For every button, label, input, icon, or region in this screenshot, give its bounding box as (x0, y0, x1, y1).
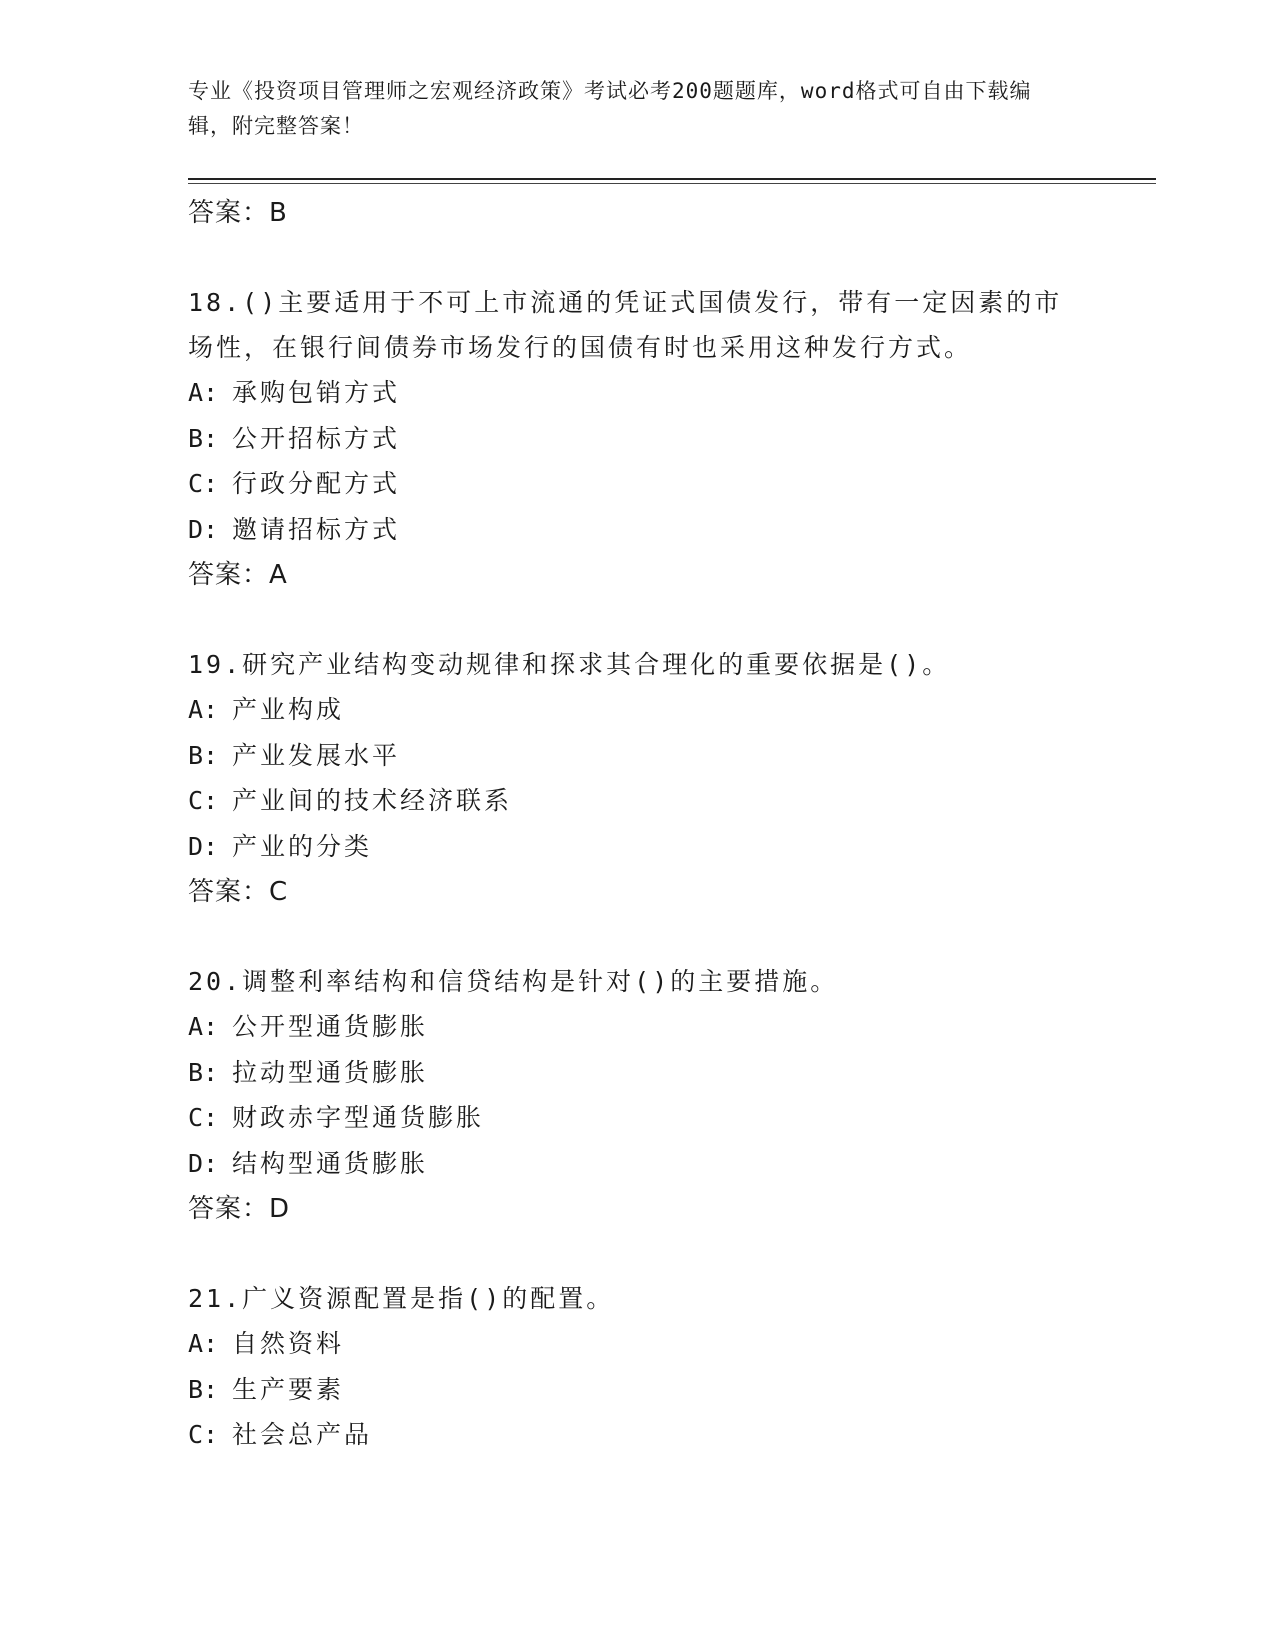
option-text: 行政分配方式 (232, 469, 401, 498)
option-letter: A: (188, 1012, 219, 1041)
question-text: 20.调整利率结构和信贷结构是针对()的主要措施。 (188, 967, 839, 996)
option-text: 承购包销方式 (232, 378, 401, 407)
question-list (188, 190, 1088, 1458)
option-text: 财政赤字型通货膨胀 (232, 1103, 485, 1132)
option-a (188, 1321, 1088, 1367)
question-text: 19.研究产业结构变动规律和探求其合理化的重要依据是()。 (188, 650, 951, 679)
option-d (188, 824, 1088, 870)
option-text: 产业构成 (232, 695, 345, 724)
option-b (188, 1367, 1088, 1413)
option-letter: C: (188, 469, 219, 498)
option-c (188, 1412, 1088, 1458)
option-text: 拉动型通货膨胀 (232, 1057, 429, 1087)
option-text: 产业的分类 (232, 831, 373, 861)
option-text: 生产要素 (232, 1374, 345, 1404)
option-letter: D: (188, 831, 219, 861)
header-divider-thin (188, 183, 1156, 184)
option-letter: C: (188, 1103, 219, 1132)
option-text: 产业发展水平 (232, 740, 401, 770)
option-text: 邀请招标方式 (232, 514, 401, 544)
option-letter: A: (188, 1329, 219, 1358)
option-letter: B: (188, 1374, 219, 1404)
answer-line: 答案：C (188, 877, 289, 907)
question-text: 21.广义资源配置是指()的配置。 (188, 1284, 615, 1313)
spacer (188, 915, 1088, 959)
option-text: 自然资料 (232, 1329, 345, 1358)
option-d (188, 507, 1088, 553)
option-b (188, 733, 1088, 779)
question-item (188, 642, 1088, 915)
spacer (188, 598, 1088, 642)
answer-line: 答案：A (188, 560, 288, 590)
option-a (188, 370, 1088, 416)
option-text: 产业间的技术经济联系 (232, 786, 513, 815)
answer-line: 答案：B (188, 198, 288, 228)
option-text: 公开招标方式 (232, 423, 401, 453)
header-divider (188, 178, 1156, 180)
option-letter: A: (188, 695, 219, 724)
option-c (188, 1095, 1088, 1141)
question-text: 18.()主要适用于不可上市流通的凭证式国债发行，带有一定因素的市场性，在银行间债券市场发行的国债有时也采用这种发行方式。 (188, 288, 1063, 362)
option-b (188, 416, 1088, 462)
option-letter: B: (188, 740, 219, 770)
option-letter: A: (188, 378, 219, 407)
option-letter: B: (188, 1057, 219, 1087)
option-text: 结构型通货膨胀 (232, 1148, 429, 1178)
document-header: 专业《投资项目管理师之宏观经济政策》考试必考200题题库，word格式可自由下载编辑，附完整答案！ (188, 79, 1032, 138)
option-c (188, 778, 1088, 824)
question-item (188, 959, 1088, 1232)
question-item (188, 1276, 1088, 1458)
option-letter: D: (188, 514, 219, 544)
question-item (188, 280, 1088, 598)
option-a (188, 687, 1088, 733)
option-a (188, 1004, 1088, 1050)
option-letter: B: (188, 423, 219, 453)
answer-line: 答案：D (188, 1194, 291, 1224)
option-text: 社会总产品 (232, 1420, 373, 1449)
option-letter: C: (188, 1420, 219, 1449)
option-c (188, 461, 1088, 507)
spacer (188, 1232, 1088, 1276)
option-letter: C: (188, 786, 219, 815)
option-b (188, 1050, 1088, 1096)
option-d (188, 1141, 1088, 1187)
option-letter: D: (188, 1148, 219, 1178)
option-text: 公开型通货膨胀 (232, 1012, 429, 1041)
spacer (188, 236, 1088, 280)
